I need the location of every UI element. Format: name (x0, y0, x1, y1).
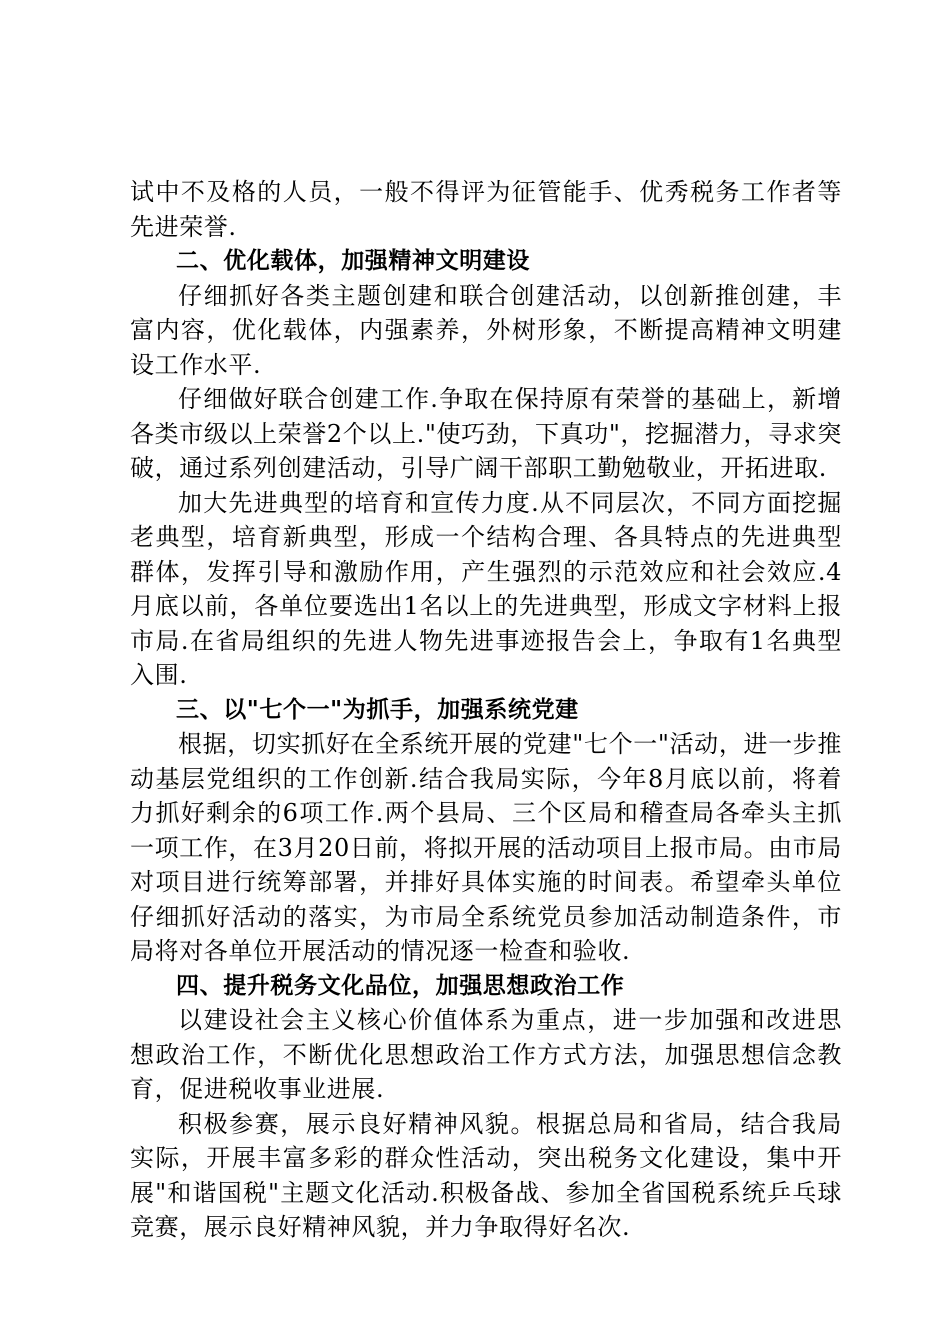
paragraph: 加大先进典型的培育和宣传力度.从不同层次，不同方面挖掘老典型，培育新典型，形成一个结构合理、各具特点的先进典型群体，发挥引导和激励作用，产生强烈的示范效应和社会效应.4月底以前，各单位要选出1名以上的先进典型，形成文字材料上报市局.在省局组织的先进人物先进事迹报告会上，争取有1名典型入围. (130, 488, 842, 689)
paragraph: 仔细抓好各类主题创建和联合创建活动，以创新推创建，丰富内容，优化载体，内强素养，外树形象，不断提高精神文明建设工作水平. (130, 281, 842, 379)
section-heading-2: 二、优化载体，加强精神文明建设 (176, 248, 530, 274)
section-heading-3: 三、以"七个一"为抓手，加强系统党建 (176, 696, 579, 723)
section-heading-4: 四、提升税务文化品位，加强思想政治工作 (176, 972, 625, 999)
paragraph: 积极参赛，展示良好精神风貌。根据总局和省局，结合我局实际，开展丰富多彩的群众性活动，突出税务文化建设，集中开展"和谐国税"主题文化活动.积极备战、参加全省国税系统乒乓球竞赛，展示良好精神风貌，并力争取得好名次. (130, 1109, 842, 1241)
paragraph: 以建设社会主义核心价值体系为重点，进一步加强和改进思想政治工作，不断优化思想政治工作方式方法，加强思想信念教育，促进税收事业进展. (130, 1006, 842, 1103)
paragraph: 根据，切实抓好在全系统开展的党建"七个一"活动，进一步推动基层党组织的工作创新.结合我局实际，今年8月底以前，将着力抓好剩余的6项工作.两个县局、三个区局和稽查局各牵头主抓一项工作，在3月20日前，将拟开展的活动项目上报市局。由市局对项目进行统筹部署，并排好具体实施的时间表。希望牵头单位仔细抓好活动的落实，为市局全系统党员参加活动制造条件，市局将对各单位开展活动的情况逐一检查和验收. (130, 730, 842, 965)
document-page (130, 175, 842, 1245)
paragraph-continuation: 试中不及格的人员，一般不得评为征管能手、优秀税务工作者等先进荣誉. (130, 178, 842, 241)
paragraph: 仔细做好联合创建工作.争取在保持原有荣誉的基础上，新增各类市级以上荣誉2个以上."使巧劲，下真功"，挖掘潜力，寻求突破，通过系列创建活动，引导广阔干部职工勤勉敬业，开拓进取. (130, 385, 842, 482)
